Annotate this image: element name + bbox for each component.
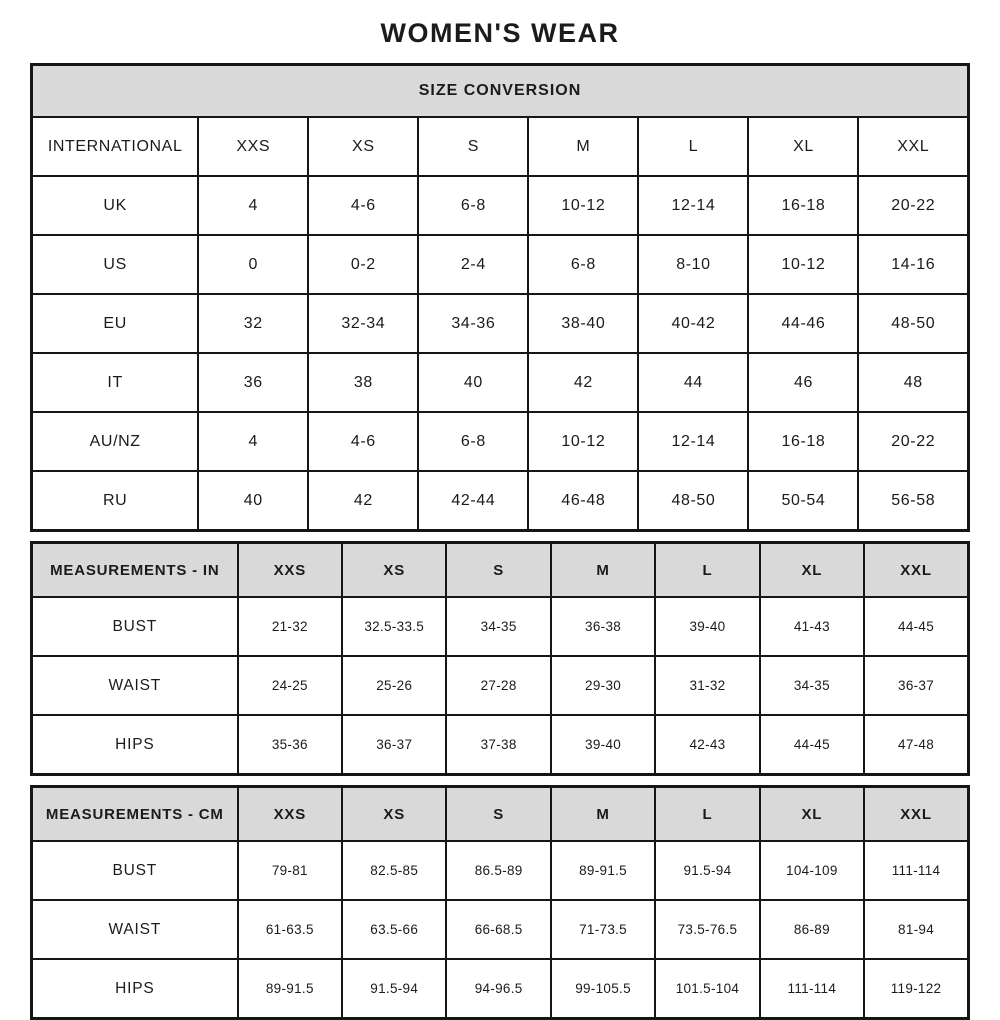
international-label: INTERNATIONAL	[32, 117, 199, 176]
table-row	[32, 235, 969, 294]
size-value-cell: 36	[198, 353, 308, 412]
measurements-title: MEASUREMENTS - CM	[32, 787, 238, 842]
size-column-header: XXS	[238, 543, 342, 598]
size-value-cell: 89-91.5	[238, 959, 342, 1019]
size-column-header: XXL	[858, 117, 968, 176]
table-row	[32, 353, 969, 412]
row-label: RU	[32, 471, 199, 531]
size-value-cell: 2-4	[418, 235, 528, 294]
size-value-cell: 111-114	[864, 841, 968, 900]
size-value-cell: 47-48	[864, 715, 968, 775]
measurements-in-table	[30, 541, 970, 776]
size-value-cell: 4-6	[308, 412, 418, 471]
size-value-cell: 27-28	[446, 656, 550, 715]
size-column-header: XS	[342, 787, 446, 842]
size-value-cell: 10-12	[748, 235, 858, 294]
size-conversion-banner-row	[32, 65, 969, 118]
size-value-cell: 41-43	[760, 597, 864, 656]
size-value-cell: 12-14	[638, 412, 748, 471]
size-value-cell: 0-2	[308, 235, 418, 294]
size-value-cell: 48-50	[858, 294, 968, 353]
size-conversion-title: SIZE CONVERSION	[32, 65, 969, 118]
table-row	[32, 656, 969, 715]
size-value-cell: 10-12	[528, 176, 638, 235]
size-value-cell: 39-40	[655, 597, 759, 656]
size-value-cell: 34-35	[446, 597, 550, 656]
row-label: UK	[32, 176, 199, 235]
table-row	[32, 715, 969, 775]
size-value-cell: 63.5-66	[342, 900, 446, 959]
size-value-cell: 56-58	[858, 471, 968, 531]
size-value-cell: 14-16	[858, 235, 968, 294]
size-column-header: XL	[748, 117, 858, 176]
row-label: EU	[32, 294, 199, 353]
size-value-cell: 91.5-94	[342, 959, 446, 1019]
size-value-cell: 119-122	[864, 959, 968, 1019]
row-label: BUST	[32, 841, 238, 900]
size-value-cell: 50-54	[748, 471, 858, 531]
size-value-cell: 46-48	[528, 471, 638, 531]
size-value-cell: 20-22	[858, 176, 968, 235]
size-value-cell: 32.5-33.5	[342, 597, 446, 656]
size-value-cell: 36-37	[864, 656, 968, 715]
size-column-header: S	[446, 543, 550, 598]
size-value-cell: 36-38	[551, 597, 655, 656]
size-value-cell: 40	[198, 471, 308, 531]
size-value-cell: 111-114	[760, 959, 864, 1019]
size-value-cell: 4	[198, 412, 308, 471]
row-label: HIPS	[32, 715, 238, 775]
size-value-cell: 82.5-85	[342, 841, 446, 900]
size-value-cell: 38	[308, 353, 418, 412]
size-value-cell: 4	[198, 176, 308, 235]
size-column-header: M	[551, 543, 655, 598]
size-value-cell: 42	[528, 353, 638, 412]
size-value-cell: 32-34	[308, 294, 418, 353]
size-value-cell: 6-8	[528, 235, 638, 294]
size-value-cell: 24-25	[238, 656, 342, 715]
table-row	[32, 294, 969, 353]
table-row	[32, 841, 969, 900]
size-value-cell: 44-46	[748, 294, 858, 353]
size-value-cell: 42-43	[655, 715, 759, 775]
size-chart-page	[30, 0, 970, 1020]
size-column-header: S	[418, 117, 528, 176]
size-value-cell: 16-18	[748, 176, 858, 235]
table-row	[32, 412, 969, 471]
measurements-cm-table	[30, 785, 970, 1020]
size-value-cell: 46	[748, 353, 858, 412]
size-value-cell: 37-38	[446, 715, 550, 775]
table-row	[32, 471, 969, 531]
size-column-header: XXS	[198, 117, 308, 176]
size-value-cell: 10-12	[528, 412, 638, 471]
measurements-header-row	[32, 787, 969, 842]
size-value-cell: 81-94	[864, 900, 968, 959]
size-value-cell: 86.5-89	[446, 841, 550, 900]
size-value-cell: 12-14	[638, 176, 748, 235]
size-value-cell: 44-45	[864, 597, 968, 656]
row-label: IT	[32, 353, 199, 412]
page-title: WOMEN'S WEAR	[380, 18, 620, 48]
size-value-cell: 71-73.5	[551, 900, 655, 959]
size-value-cell: 79-81	[238, 841, 342, 900]
table-row	[32, 900, 969, 959]
row-label: WAIST	[32, 900, 238, 959]
size-value-cell: 66-68.5	[446, 900, 550, 959]
row-label: AU/NZ	[32, 412, 199, 471]
size-value-cell: 48-50	[638, 471, 748, 531]
size-value-cell: 16-18	[748, 412, 858, 471]
size-value-cell: 25-26	[342, 656, 446, 715]
size-value-cell: 42	[308, 471, 418, 531]
size-column-header: XS	[342, 543, 446, 598]
size-value-cell: 39-40	[551, 715, 655, 775]
size-value-cell: 36-37	[342, 715, 446, 775]
size-value-cell: 44-45	[760, 715, 864, 775]
size-column-header: L	[638, 117, 748, 176]
size-value-cell: 6-8	[418, 176, 528, 235]
size-column-header: M	[528, 117, 638, 176]
size-value-cell: 38-40	[528, 294, 638, 353]
row-label: WAIST	[32, 656, 238, 715]
size-value-cell: 29-30	[551, 656, 655, 715]
row-label: BUST	[32, 597, 238, 656]
size-value-cell: 73.5-76.5	[655, 900, 759, 959]
size-value-cell: 40	[418, 353, 528, 412]
table-row	[32, 176, 969, 235]
size-value-cell: 91.5-94	[655, 841, 759, 900]
row-label: HIPS	[32, 959, 238, 1019]
size-value-cell: 44	[638, 353, 748, 412]
size-value-cell: 4-6	[308, 176, 418, 235]
size-value-cell: 20-22	[858, 412, 968, 471]
size-column-header: S	[446, 787, 550, 842]
size-value-cell: 21-32	[238, 597, 342, 656]
size-column-header: L	[655, 787, 759, 842]
table-row	[32, 597, 969, 656]
row-label: US	[32, 235, 199, 294]
size-value-cell: 101.5-104	[655, 959, 759, 1019]
size-column-header: L	[655, 543, 759, 598]
measurements-header-row	[32, 543, 969, 598]
size-value-cell: 61-63.5	[238, 900, 342, 959]
size-column-header: XL	[760, 543, 864, 598]
size-column-header: XS	[308, 117, 418, 176]
size-value-cell: 31-32	[655, 656, 759, 715]
size-value-cell: 94-96.5	[446, 959, 550, 1019]
measurements-title: MEASUREMENTS - IN	[32, 543, 238, 598]
size-value-cell: 8-10	[638, 235, 748, 294]
size-value-cell: 40-42	[638, 294, 748, 353]
size-value-cell: 104-109	[760, 841, 864, 900]
international-header-row	[32, 117, 969, 176]
measurements-cm-body	[32, 787, 969, 1019]
size-value-cell: 34-35	[760, 656, 864, 715]
size-column-header: M	[551, 787, 655, 842]
size-value-cell: 6-8	[418, 412, 528, 471]
size-column-header: XXL	[864, 543, 968, 598]
size-value-cell: 42-44	[418, 471, 528, 531]
size-value-cell: 32	[198, 294, 308, 353]
size-conversion-body	[32, 65, 969, 531]
size-column-header: XXL	[864, 787, 968, 842]
size-value-cell: 86-89	[760, 900, 864, 959]
table-row	[32, 959, 969, 1019]
measurements-in-body	[32, 543, 969, 775]
size-value-cell: 34-36	[418, 294, 528, 353]
size-value-cell: 48	[858, 353, 968, 412]
size-column-header: XL	[760, 787, 864, 842]
size-value-cell: 35-36	[238, 715, 342, 775]
size-conversion-table	[30, 63, 970, 532]
size-value-cell: 89-91.5	[551, 841, 655, 900]
size-value-cell: 0	[198, 235, 308, 294]
size-column-header: XXS	[238, 787, 342, 842]
size-value-cell: 99-105.5	[551, 959, 655, 1019]
